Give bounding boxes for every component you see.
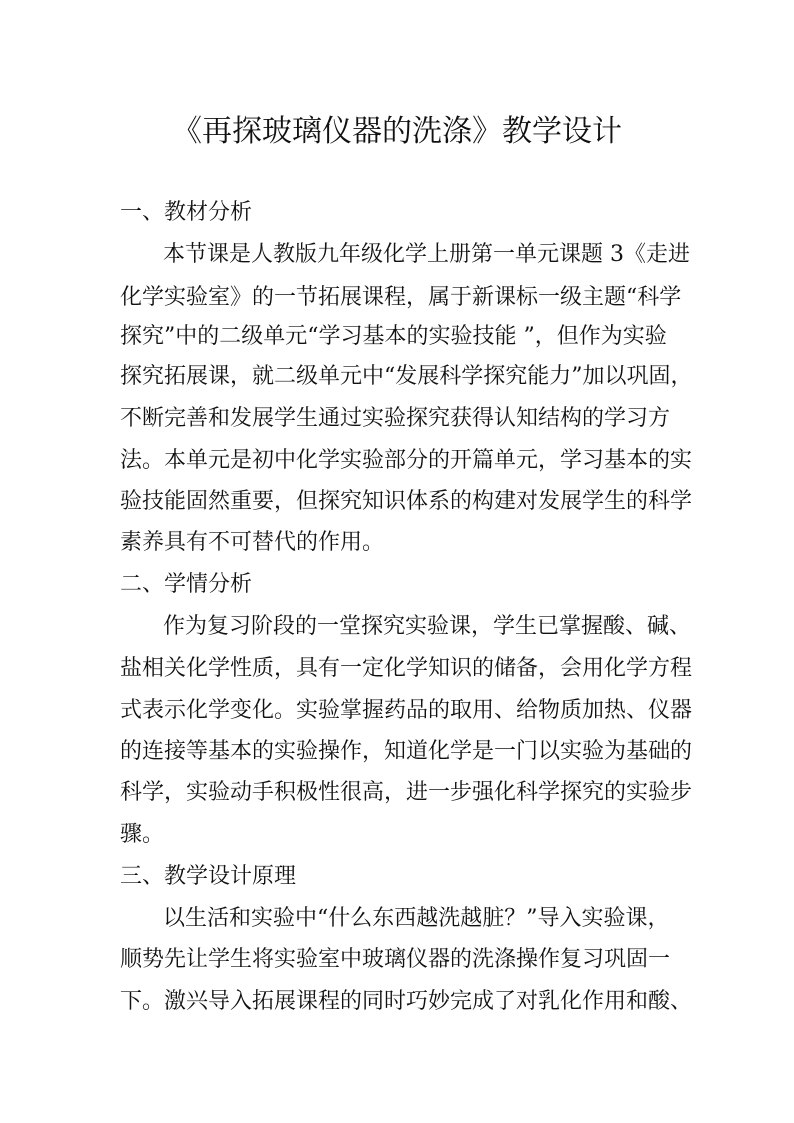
paragraph-line: 探究”中的二级单元“学习基本的实验技能 ”，但作为实验 xyxy=(120,324,667,349)
document-title: 《再探玻璃仪器的洗涤》教学设计 xyxy=(172,114,622,149)
paragraph-line: 以生活和实验中“什么东西越洗越脏？”导入实验课， xyxy=(163,906,670,931)
section-heading-teaching-material: 一、教材分析 xyxy=(120,200,253,225)
paragraph-line: 作为复习阶段的一堂探究实验课，学生已掌握酸、碱、 xyxy=(163,614,692,639)
paragraph-line: 顺势先让学生将实验室中玻璃仪器的洗涤操作复习巩固一 xyxy=(120,947,671,972)
paragraph-line: 科学，实验动手积极性很高，进一步强化科学探究的实验步 xyxy=(120,780,693,805)
section-heading-design-principle: 三、教学设计原理 xyxy=(120,864,297,889)
paragraph-line: 式表示化学变化。实验掌握药品的取用、给物质加热、仪器 xyxy=(120,698,693,723)
paragraph-line: 素养具有不可替代的作用。 xyxy=(120,530,385,555)
paragraph-line: 不断完善和发展学生通过实验探究获得认知结构的学习方 xyxy=(120,406,671,431)
paragraph-line: 下。激兴导入拓展课程的同时巧妙完成了对乳化作用和酸、 xyxy=(120,989,693,1014)
paragraph-line: 化学实验室》的一节拓展课程，属于新课标一级主题“科学 xyxy=(120,285,682,310)
paragraph-line: 探究拓展课，就二级单元中“发展科学探究能力”加以巩固， xyxy=(120,364,693,389)
section-heading-student-analysis: 二、学情分析 xyxy=(120,572,253,597)
paragraph-line: 的连接等基本的实验操作，知道化学是一门以实验为基础的 xyxy=(120,739,693,764)
paragraph-line: 法。本单元是初中化学实验部分的开篇单元，学习基本的实 xyxy=(120,448,693,473)
paragraph-line: 盐相关化学性质，具有一定化学知识的储备，会用化学方程 xyxy=(120,656,693,681)
paragraph-line: 骤。 xyxy=(120,822,165,847)
paragraph-line: 验技能固然重要，但探究知识体系的构建对发展学生的科学 xyxy=(120,489,693,514)
paragraph-line: 本节课是人教版九年级化学上册第一单元课题 3《走进 xyxy=(163,242,690,267)
